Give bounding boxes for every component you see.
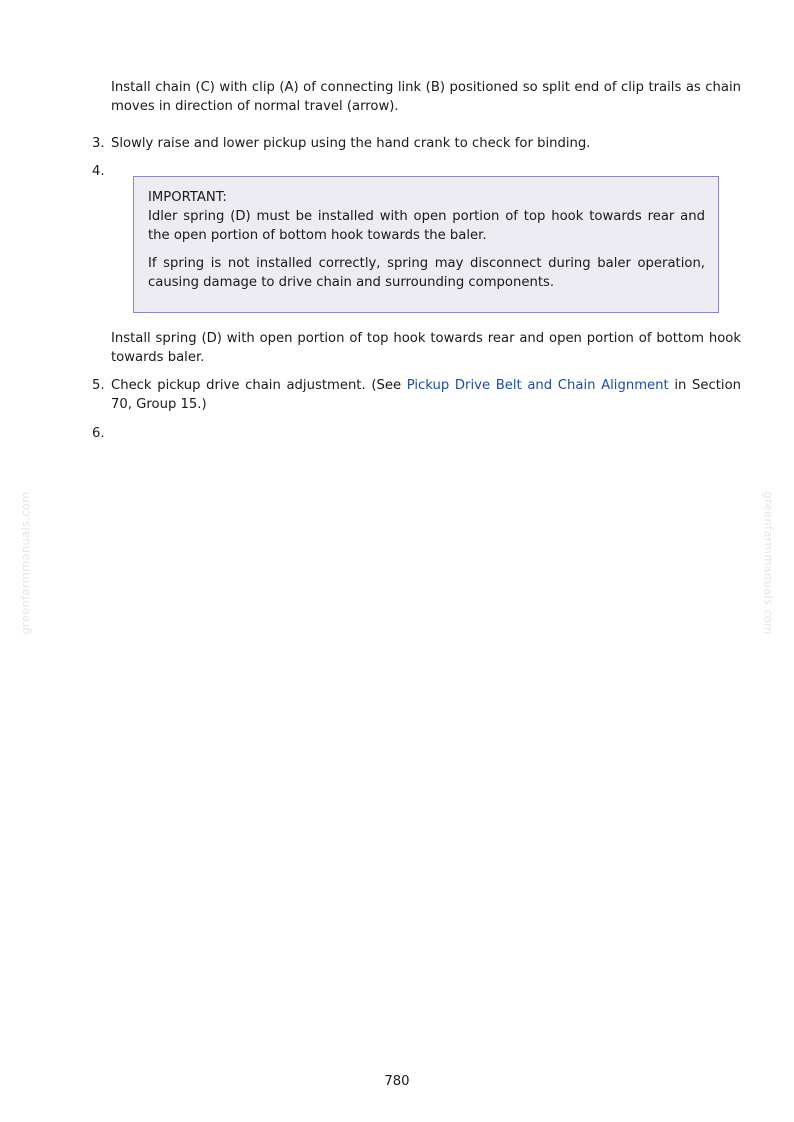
step-4-text: Install spring (D) with open portion of top hook towards rear and open portion of bottom hook towards baler.: [111, 331, 741, 365]
pickup-drive-belt-link[interactable]: Pickup Drive Belt and Chain Alignment: [406, 378, 669, 393]
watermark-left: greenfarmmanuals.com: [18, 491, 33, 635]
step-5-prefix: Check pickup drive chain adjustment. (See: [111, 378, 407, 393]
step-2-text: Install chain (C) with clip (A) of connecting link (B) positioned so split end of clip trails as chain moves in direction of normal travel (arrow).: [111, 80, 741, 114]
step-5-text: [111, 376, 741, 414]
important-notice-box: [133, 176, 719, 313]
watermark-right: greenfarmmanuals.com: [761, 491, 776, 635]
step-6-number: 6.: [92, 426, 105, 441]
important-heading: IMPORTANT:: [148, 190, 227, 205]
important-text-2: If spring is not installed correctly, spring may disconnect during baler operation, causing damage to drive chain and surrounding components.: [148, 256, 705, 290]
step-4-number: 4.: [92, 164, 105, 179]
important-text-1: Idler spring (D) must be installed with open portion of top hook towards rear and the open portion of bottom hook towards the baler.: [148, 209, 705, 243]
step-3-number: 3.: [92, 136, 105, 151]
step-5-suffix: in Section 70, Group 15.): [111, 378, 741, 412]
step-3-text: Slowly raise and lower pickup using the hand crank to check for binding.: [111, 136, 591, 151]
step-5-number: 5.: [92, 378, 105, 393]
page-number: 780: [384, 1074, 410, 1089]
